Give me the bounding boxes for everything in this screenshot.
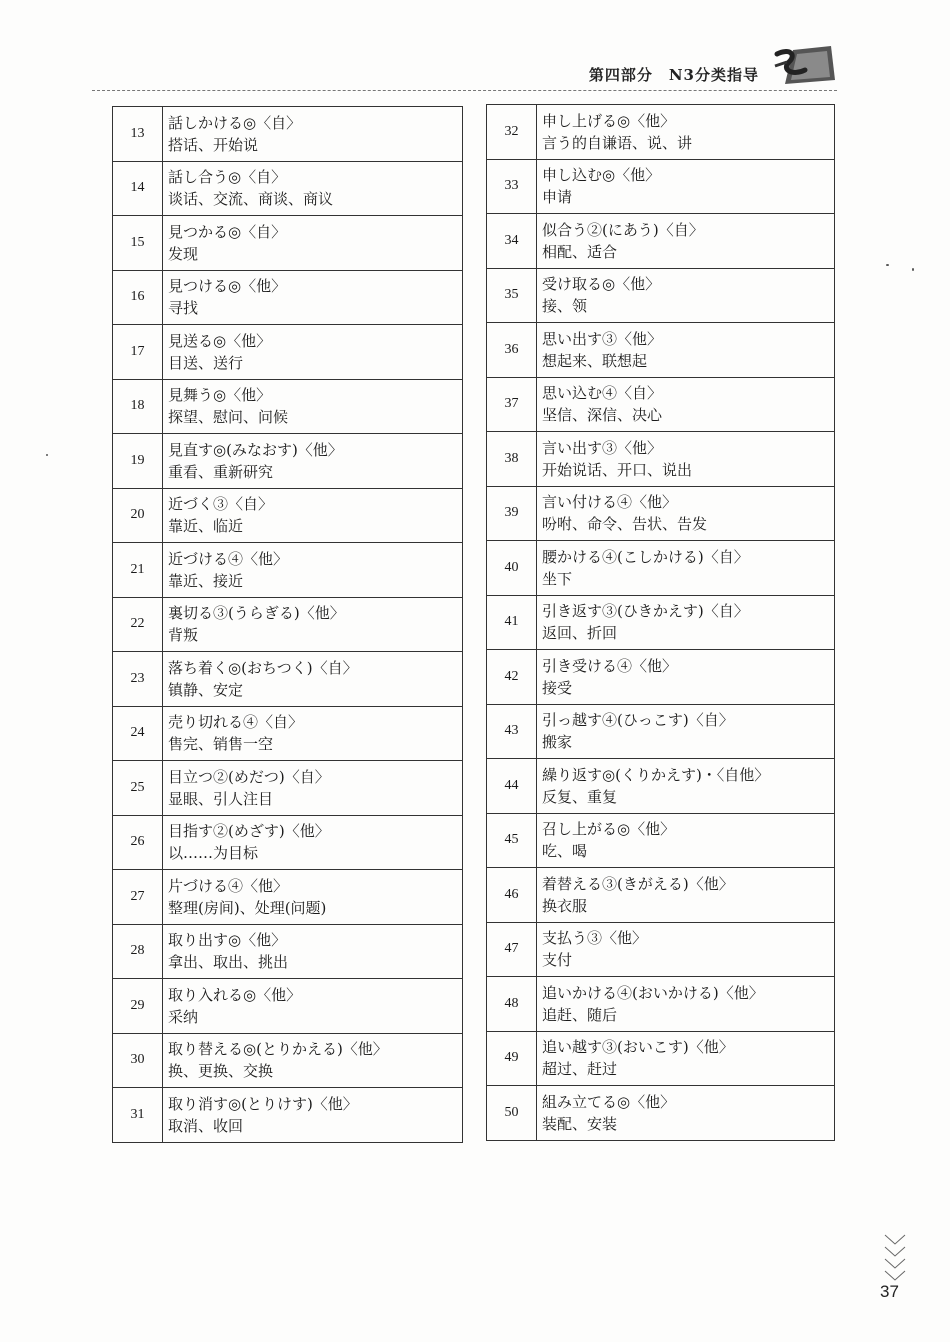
vocab-word: 追いかける④(おいかける)〈他〉	[542, 983, 764, 1002]
vocab-meaning: 谈话、交流、商谈、商议	[168, 190, 334, 209]
entry-cell	[537, 595, 835, 650]
vocab-meaning: 反复、重复	[542, 787, 618, 806]
entry-number: 41	[487, 595, 537, 650]
vocab-meaning: 吃、喝	[542, 842, 588, 861]
vocab-word: 取り消す◎(とりけす)〈他〉	[168, 1094, 358, 1113]
table-row	[113, 543, 463, 598]
table-row	[113, 652, 463, 707]
table-row	[487, 813, 835, 868]
table-row	[113, 761, 463, 816]
vocab-meaning: 背叛	[168, 626, 199, 645]
vocab-meaning: 显眼、引人注目	[168, 789, 274, 808]
vocab-word: 見舞う◎〈他〉	[168, 386, 272, 405]
entry-number: 50	[487, 1086, 537, 1141]
vocab-word: 落ち着く◎(おちつく)〈自〉	[168, 658, 358, 677]
vocab-word: 見直す◎(みなおす)〈他〉	[168, 440, 343, 459]
book-logo-icon	[767, 40, 837, 90]
entry-cell	[537, 214, 835, 269]
entry-cell	[163, 543, 463, 598]
entry-cell	[537, 977, 835, 1032]
vocab-meaning: 以……为目标	[168, 844, 259, 863]
entry-cell	[537, 432, 835, 487]
vocab-word: 売り切れる④〈自〉	[168, 713, 304, 732]
entry-cell	[537, 759, 835, 814]
entry-number: 44	[487, 759, 537, 814]
entry-cell	[163, 652, 463, 707]
entry-number: 39	[487, 486, 537, 541]
chevron-marks-icon	[882, 1232, 908, 1282]
entry-cell	[163, 270, 463, 325]
vocab-word: 申し上げる◎〈他〉	[542, 111, 676, 130]
vocab-meaning: 申请	[542, 188, 573, 207]
vocab-meaning: 寻找	[168, 299, 199, 318]
entry-number: 28	[113, 924, 163, 979]
vocab-word: 取り替える◎(とりかえる)〈他〉	[168, 1040, 388, 1059]
vocab-meaning: 开始说话、开口、说出	[542, 460, 693, 479]
entry-number: 29	[113, 979, 163, 1034]
vocab-meaning: 支付	[542, 951, 573, 970]
entry-number: 42	[487, 650, 537, 705]
entry-number: 37	[487, 377, 537, 432]
vocab-word: 引っ越す④(ひっこす)〈自〉	[542, 711, 734, 730]
vocab-word: 似合う②(にあう)〈自〉	[542, 220, 704, 239]
section-title: 第四部分 N3分类指导	[588, 66, 759, 84]
table-row	[487, 977, 835, 1032]
entry-number: 30	[113, 1033, 163, 1088]
vocab-meaning: 坚信、深信、决心	[542, 406, 663, 425]
entry-cell	[163, 706, 463, 761]
table-row	[487, 486, 835, 541]
entry-number: 49	[487, 1031, 537, 1086]
table-row	[113, 488, 463, 543]
entry-cell	[537, 650, 835, 705]
entry-number: 36	[487, 323, 537, 378]
table-row	[487, 704, 835, 759]
entry-cell	[163, 216, 463, 271]
vocab-meaning: 言う的自谦语、说、讲	[542, 133, 693, 152]
vocab-meaning: 重看、重新研究	[168, 462, 274, 481]
table-row	[487, 595, 835, 650]
entry-cell	[537, 1031, 835, 1086]
entry-number: 35	[487, 268, 537, 323]
vocab-meaning: 返回、折回	[542, 624, 618, 643]
vocab-meaning: 搬家	[542, 733, 573, 752]
entry-number: 23	[113, 652, 163, 707]
vocab-meaning: 探望、慰问、问候	[168, 408, 289, 427]
vocab-word: 腰かける④(こしかける)〈自〉	[542, 547, 749, 566]
table-row	[113, 270, 463, 325]
vocab-meaning: 靠近、临近	[168, 517, 244, 536]
vocab-word: 見送る◎〈他〉	[168, 331, 272, 350]
entry-number: 21	[113, 543, 163, 598]
vocab-word: 支払う③〈他〉	[542, 929, 648, 948]
table-row	[487, 377, 835, 432]
page-header	[92, 40, 837, 91]
vocab-meaning: 坐下	[542, 569, 573, 588]
vocab-word: 思い込む④〈自〉	[542, 384, 663, 403]
entry-number: 25	[113, 761, 163, 816]
vocab-word: 言い出す③〈他〉	[542, 438, 663, 457]
table-row	[487, 268, 835, 323]
table-row	[113, 597, 463, 652]
entry-cell	[163, 979, 463, 1034]
entry-number: 24	[113, 706, 163, 761]
entry-cell	[537, 1086, 835, 1141]
vocab-word: 受け取る◎〈他〉	[542, 275, 661, 294]
vocab-meaning: 相配、适合	[542, 242, 618, 261]
vocab-word: 取り出す◎〈他〉	[168, 931, 287, 950]
scan-speck	[886, 264, 889, 266]
vocab-word: 申し込む◎〈他〉	[542, 166, 661, 185]
vocab-word: 引き返す③(ひきかえす)〈自〉	[542, 602, 749, 621]
vocab-meaning: 吩咐、命令、告状、告发	[542, 515, 708, 534]
table-row	[113, 1033, 463, 1088]
page-number: 37	[880, 1282, 899, 1301]
entry-cell	[537, 486, 835, 541]
vocab-meaning: 想起来、联想起	[542, 351, 648, 370]
entry-number: 17	[113, 325, 163, 380]
vocab-meaning: 超过、赶过	[542, 1060, 618, 1079]
vocab-meaning: 换衣服	[542, 896, 588, 915]
vocab-meaning: 搭话、开始说	[168, 135, 259, 154]
table-row	[487, 432, 835, 487]
entry-cell	[163, 325, 463, 380]
entry-cell	[537, 268, 835, 323]
table-row	[487, 159, 835, 214]
vocab-word: 話し合う◎〈自〉	[168, 168, 287, 187]
table-row	[487, 541, 835, 596]
entry-number: 43	[487, 704, 537, 759]
vocab-word: 組み立てる◎〈他〉	[542, 1092, 676, 1111]
entry-number: 14	[113, 161, 163, 216]
table-row	[113, 107, 463, 162]
scan-speck	[46, 454, 48, 456]
table-row	[487, 323, 835, 378]
vocab-meaning: 接受	[542, 678, 573, 697]
table-row	[487, 214, 835, 269]
entry-cell	[163, 761, 463, 816]
entry-cell	[163, 815, 463, 870]
vocab-word: 着替える③(きがえる)〈他〉	[542, 874, 734, 893]
entry-number: 34	[487, 214, 537, 269]
entry-cell	[537, 922, 835, 977]
table-row	[113, 434, 463, 489]
vocab-meaning: 换、更换、交换	[168, 1062, 274, 1081]
table-row	[113, 161, 463, 216]
vocab-word: 裏切る③(うらぎる)〈他〉	[168, 604, 345, 623]
vocab-word: 取り入れる◎〈他〉	[168, 985, 302, 1004]
entry-number: 32	[487, 105, 537, 160]
vocab-meaning: 整理(房间)、处理(问题)	[168, 898, 327, 917]
vocab-meaning: 目送、送行	[168, 353, 244, 372]
entry-number: 26	[113, 815, 163, 870]
vocab-meaning: 靠近、接近	[168, 571, 244, 590]
vocab-word: 繰り返す◎(くりかえす)・〈自他〉	[542, 765, 770, 784]
entry-number: 18	[113, 379, 163, 434]
vocab-meaning: 发现	[168, 244, 199, 263]
table-row	[487, 1031, 835, 1086]
entry-cell	[163, 161, 463, 216]
entry-cell	[537, 704, 835, 759]
table-row	[113, 979, 463, 1034]
vocab-meaning: 镇静、安定	[168, 680, 244, 699]
entry-number: 38	[487, 432, 537, 487]
vocab-word: 引き受ける④〈他〉	[542, 656, 678, 675]
table-row	[113, 870, 463, 925]
entry-number: 47	[487, 922, 537, 977]
entry-cell	[163, 1033, 463, 1088]
table-row	[113, 924, 463, 979]
entry-number: 46	[487, 868, 537, 923]
table-row	[113, 1088, 463, 1143]
entry-number: 40	[487, 541, 537, 596]
vocab-meaning: 接、领	[542, 297, 588, 316]
vocab-word: 召し上がる◎〈他〉	[542, 820, 676, 839]
entry-cell	[163, 434, 463, 489]
scan-speck	[912, 268, 914, 271]
vocab-table-left	[112, 106, 463, 1143]
entry-number: 33	[487, 159, 537, 214]
entry-number: 27	[113, 870, 163, 925]
vocab-word: 近づける④〈他〉	[168, 549, 289, 568]
entry-cell	[163, 597, 463, 652]
entry-cell	[537, 377, 835, 432]
vocab-word: 思い出す③〈他〉	[542, 329, 663, 348]
entry-number: 31	[113, 1088, 163, 1143]
entry-cell	[537, 541, 835, 596]
vocab-word: 言い付ける④〈他〉	[542, 493, 678, 512]
entry-number: 22	[113, 597, 163, 652]
entry-number: 45	[487, 813, 537, 868]
entry-number: 16	[113, 270, 163, 325]
entry-number: 19	[113, 434, 163, 489]
entry-cell	[163, 1088, 463, 1143]
table-row	[487, 759, 835, 814]
table-row	[487, 868, 835, 923]
entry-cell	[163, 870, 463, 925]
vocab-meaning: 采纳	[168, 1007, 199, 1026]
vocab-meaning: 售完、销售一空	[168, 735, 274, 754]
vocab-meaning: 取消、收回	[168, 1116, 244, 1135]
entry-number: 48	[487, 977, 537, 1032]
entry-cell	[163, 379, 463, 434]
entry-cell	[537, 159, 835, 214]
entry-cell	[163, 107, 463, 162]
entry-cell	[163, 488, 463, 543]
table-row	[487, 105, 835, 160]
vocab-meaning: 追赶、随后	[542, 1005, 618, 1024]
entry-cell	[163, 924, 463, 979]
table-row	[113, 325, 463, 380]
table-row	[113, 379, 463, 434]
vocab-word: 近づく③〈自〉	[168, 495, 274, 514]
entry-number: 20	[113, 488, 163, 543]
vocab-word: 話しかける◎〈自〉	[168, 113, 302, 132]
vocab-word: 目指す②(めざす)〈他〉	[168, 822, 330, 841]
entry-cell	[537, 323, 835, 378]
vocab-word: 追い越す③(おいこす)〈他〉	[542, 1038, 734, 1057]
entry-cell	[537, 868, 835, 923]
entry-number: 13	[113, 107, 163, 162]
vocab-word: 見つける◎〈他〉	[168, 277, 287, 296]
vocab-word: 目立つ②(めだつ)〈自〉	[168, 767, 330, 786]
vocab-meaning: 装配、安装	[542, 1114, 618, 1133]
vocab-word: 見つかる◎〈自〉	[168, 222, 287, 241]
entry-cell	[537, 813, 835, 868]
entry-number: 15	[113, 216, 163, 271]
table-row	[113, 216, 463, 271]
table-row	[113, 706, 463, 761]
table-row	[113, 815, 463, 870]
vocab-word: 片づける④〈他〉	[168, 876, 289, 895]
table-row	[487, 650, 835, 705]
vocab-meaning: 拿出、取出、挑出	[168, 953, 289, 972]
entry-cell	[537, 105, 835, 160]
table-row	[487, 1086, 835, 1141]
table-row	[487, 922, 835, 977]
vocab-table-right	[486, 104, 835, 1141]
